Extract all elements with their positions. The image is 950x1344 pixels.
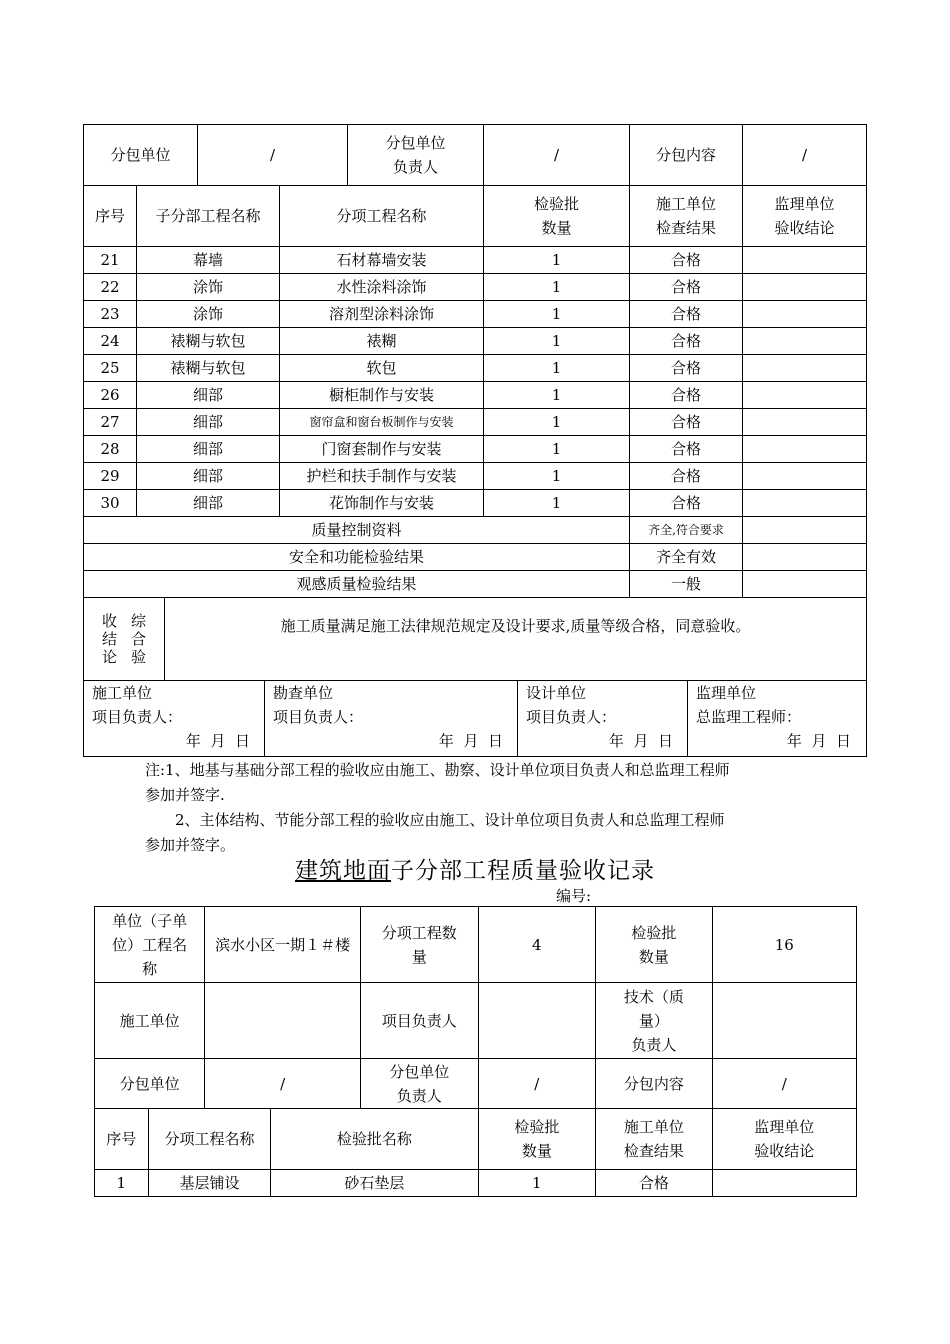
item-count-label: 分项工程数 量 xyxy=(361,907,479,983)
cell-result: 合格 xyxy=(630,274,743,301)
cell-sup xyxy=(743,247,867,274)
appearance-label: 观感质量检验结果 xyxy=(84,571,630,598)
sub-content-label: 分包内容 xyxy=(630,125,743,186)
signature-unit: 勘查单位 xyxy=(273,684,334,702)
page-title: 建筑地面子分部工程质量验收记录 xyxy=(295,858,655,884)
col-supervisor-result: 监理单位 验收结论 xyxy=(743,186,867,247)
table-row xyxy=(84,301,867,328)
signature-row xyxy=(84,681,867,757)
t2-sub-content-value: / xyxy=(712,1059,856,1109)
signature-block xyxy=(518,681,688,756)
quality-data-label: 质量控制资料 xyxy=(84,517,630,544)
table-row xyxy=(84,409,867,436)
cell-sup xyxy=(743,382,867,409)
cell-item: 护栏和扶手制作与安装 xyxy=(280,463,484,490)
conclusion-label: 收 结 论 综 合 验 xyxy=(84,598,165,680)
safety-supervisor xyxy=(743,544,867,571)
code-label: 编号: xyxy=(556,887,592,905)
contractor-value xyxy=(205,983,361,1059)
leader-value xyxy=(478,983,596,1059)
cell-sub: 幕墙 xyxy=(137,247,280,274)
col-batch-qty: 检验批 数量 xyxy=(484,186,630,247)
cell-sup xyxy=(743,490,867,517)
unit-value: 滨水小区一期１＃楼 xyxy=(205,907,361,983)
signature-date: 年 月 日 xyxy=(608,732,673,750)
col-sub-name: 子分部工程名称 xyxy=(137,186,280,247)
cell-sup xyxy=(743,436,867,463)
t2-col-no: 序号 xyxy=(95,1109,149,1170)
signature-unit: 设计单位 xyxy=(526,684,587,702)
table-row xyxy=(84,463,867,490)
cell-sub: 裱糊与软包 xyxy=(137,355,280,382)
cell-no: 29 xyxy=(84,463,137,490)
conclusion-text: 施工质量满足施工法律规范规定及设计要求,质量等级合格，同意验收。 xyxy=(280,617,751,635)
cell-item: 溶剂型涂料涂饰 xyxy=(280,301,484,328)
cell-item: 水性涂料涂饰 xyxy=(280,274,484,301)
sub-content-value: / xyxy=(743,125,867,186)
cell-result: 合格 xyxy=(630,463,743,490)
t2-col-contractor-result: 施工单位 检查结果 xyxy=(596,1109,713,1170)
cell-result: 合格 xyxy=(630,490,743,517)
t2-sub-content-label: 分包内容 xyxy=(596,1059,713,1109)
cell-sub: 细部 xyxy=(137,382,280,409)
cell-result: 合格 xyxy=(596,1170,713,1197)
cell-no: 25 xyxy=(84,355,137,382)
t2-sub-leader-label: 分包单位 负责人 xyxy=(361,1059,479,1109)
cell-item: 裱糊 xyxy=(280,328,484,355)
cell-result: 合格 xyxy=(630,382,743,409)
col-item-name: 分项工程名称 xyxy=(280,186,484,247)
cell-qty: 1 xyxy=(484,409,630,436)
item-count-value: 4 xyxy=(478,907,596,983)
signature-block xyxy=(688,681,865,756)
table-row xyxy=(84,436,867,463)
cell-no: 24 xyxy=(84,328,137,355)
cell-result: 合格 xyxy=(630,328,743,355)
table-row xyxy=(95,1170,857,1197)
cell-no: 26 xyxy=(84,382,137,409)
cell-sup xyxy=(712,1170,856,1197)
signature-block xyxy=(265,681,518,756)
cell-sub: 细部 xyxy=(137,463,280,490)
appearance-value: 一般 xyxy=(630,571,743,598)
cell-sub: 涂饰 xyxy=(137,301,280,328)
signature-date: 年 月 日 xyxy=(438,732,503,750)
table-row xyxy=(84,274,867,301)
cell-result: 合格 xyxy=(630,301,743,328)
signature-role: 项目负责人： xyxy=(92,708,183,726)
floor-acceptance-table xyxy=(94,906,857,1197)
table-row xyxy=(84,247,867,274)
cell-sup xyxy=(743,463,867,490)
cell-item: 门窗套制作与安装 xyxy=(280,436,484,463)
cell-no: 23 xyxy=(84,301,137,328)
signature-date: 年 月 日 xyxy=(786,732,851,750)
cell-item: 橱柜制作与安装 xyxy=(280,382,484,409)
cell-sub: 细部 xyxy=(137,409,280,436)
table-row xyxy=(84,382,867,409)
cell-qty: 1 xyxy=(484,436,630,463)
cell-qty: 1 xyxy=(484,328,630,355)
signature-unit: 监理单位 xyxy=(696,684,757,702)
cell-no: 28 xyxy=(84,436,137,463)
cell-qty: 1 xyxy=(484,382,630,409)
cell-batch: 砂石垫层 xyxy=(271,1170,478,1197)
cell-qty: 1 xyxy=(478,1170,596,1197)
signature-role: 项目负责人： xyxy=(526,708,617,726)
cell-qty: 1 xyxy=(484,463,630,490)
quality-data-supervisor xyxy=(743,517,867,544)
leader-label: 项目负责人 xyxy=(361,983,479,1059)
cell-result: 合格 xyxy=(630,247,743,274)
cell-item: 花饰制作与安装 xyxy=(280,490,484,517)
signature-role: 总监理工程师： xyxy=(696,708,802,726)
signature-unit: 施工单位 xyxy=(92,684,153,702)
cell-sup xyxy=(743,274,867,301)
cell-no: 27 xyxy=(84,409,137,436)
cell-sup xyxy=(743,355,867,382)
table-row xyxy=(84,355,867,382)
cell-qty: 1 xyxy=(484,247,630,274)
cell-result: 合格 xyxy=(630,409,743,436)
cell-qty: 1 xyxy=(484,490,630,517)
contractor-label: 施工单位 xyxy=(95,983,205,1059)
table-row xyxy=(84,328,867,355)
safety-label: 安全和功能检验结果 xyxy=(84,544,630,571)
t2-sub-unit-value: / xyxy=(205,1059,361,1109)
cell-no: 21 xyxy=(84,247,137,274)
table-row xyxy=(84,490,867,517)
cell-result: 合格 xyxy=(630,355,743,382)
cell-qty: 1 xyxy=(484,355,630,382)
conclusion-row xyxy=(84,598,867,681)
appearance-supervisor xyxy=(743,571,867,598)
cell-result: 合格 xyxy=(630,436,743,463)
t2-sub-leader-value: / xyxy=(478,1059,596,1109)
safety-value: 齐全有效 xyxy=(630,544,743,571)
t2-sub-unit-label: 分包单位 xyxy=(95,1059,205,1109)
batch-count-value: 16 xyxy=(712,907,856,983)
sub-leader-label: 分包单位 负责人 xyxy=(348,125,484,186)
quality-data-value: 齐全,符合要求 xyxy=(630,517,743,544)
cell-sup xyxy=(743,301,867,328)
tech-leader-value xyxy=(712,983,856,1059)
note-1: 注:1、地基与基础分部工程的验收应由施工、勘察、设计单位项目负责人和总监理工程师 参加并签字. 2、主体结构、节能分部工程的验收应由施工、设计单位项目负责人和总监理工程师 参加并签字。 xyxy=(145,761,730,854)
cell-no: 1 xyxy=(95,1170,149,1197)
cell-sup xyxy=(743,328,867,355)
cell-sup xyxy=(743,409,867,436)
acceptance-table-continued xyxy=(83,124,867,757)
cell-qty: 1 xyxy=(484,274,630,301)
cell-sub: 细部 xyxy=(137,436,280,463)
cell-no: 30 xyxy=(84,490,137,517)
col-no: 序号 xyxy=(84,186,137,247)
cell-item: 基层铺设 xyxy=(148,1170,271,1197)
unit-label: 单位（子单 位）工程名 称 xyxy=(95,907,205,983)
cell-item: 软包 xyxy=(280,355,484,382)
t2-col-item-name: 分项工程名称 xyxy=(148,1109,271,1170)
cell-item: 石材幕墙安装 xyxy=(280,247,484,274)
col-contractor-result: 施工单位 检查结果 xyxy=(630,186,743,247)
cell-qty: 1 xyxy=(484,301,630,328)
sub-unit-label: 分包单位 xyxy=(84,125,198,186)
signature-role: 项目负责人： xyxy=(273,708,364,726)
batch-count-label: 检验批 数量 xyxy=(596,907,713,983)
cell-sub: 涂饰 xyxy=(137,274,280,301)
sub-leader-value: / xyxy=(484,125,630,186)
signature-date: 年 月 日 xyxy=(185,732,250,750)
cell-sub: 裱糊与软包 xyxy=(137,328,280,355)
t2-col-supervisor-result: 监理单位 验收结论 xyxy=(712,1109,856,1170)
cell-item: 窗帘盒和窗台板制作与安装 xyxy=(280,409,484,436)
sub-unit-value: / xyxy=(198,125,348,186)
cell-no: 22 xyxy=(84,274,137,301)
cell-sub: 细部 xyxy=(137,490,280,517)
signature-block xyxy=(84,681,265,756)
t2-col-batch-name: 检验批名称 xyxy=(271,1109,478,1170)
tech-leader-label: 技术（质 量） 负责人 xyxy=(596,983,713,1059)
t2-col-batch-qty: 检验批 数量 xyxy=(478,1109,596,1170)
